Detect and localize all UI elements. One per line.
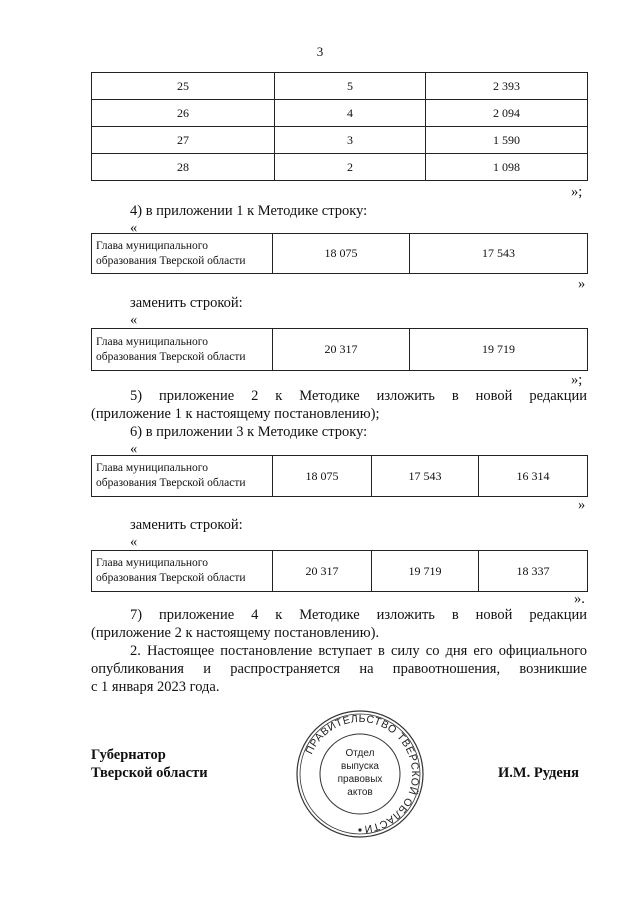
table-cell: 20 317 bbox=[273, 551, 372, 592]
table-row bbox=[92, 154, 588, 181]
table-cell: 2 094 bbox=[426, 100, 588, 127]
signatory-name: И.М. Руденя bbox=[498, 765, 580, 781]
label-line: Глава муниципального bbox=[96, 335, 208, 348]
old-row-table bbox=[91, 455, 588, 497]
old-row-table bbox=[91, 233, 588, 274]
row-label bbox=[92, 329, 273, 371]
top-table bbox=[91, 72, 588, 181]
item-7-line2: (приложение 2 к настоящему постановлению). bbox=[91, 625, 380, 641]
close-quote: » bbox=[578, 497, 586, 513]
row-label bbox=[92, 456, 273, 497]
table-cell: 19 719 bbox=[372, 551, 479, 592]
new-row-table bbox=[91, 328, 588, 371]
row-label bbox=[92, 551, 273, 592]
table-cell: 17 543 bbox=[372, 456, 479, 497]
row-label bbox=[92, 234, 273, 274]
stamp-center-line: выпуска bbox=[341, 761, 379, 772]
close-quote: ». bbox=[574, 591, 585, 607]
label-line: Глава муниципального bbox=[96, 239, 208, 252]
item-4-text: 4) в приложении 1 к Методике строку: bbox=[130, 203, 368, 219]
table-cell: 17 543 bbox=[410, 234, 588, 274]
table-row bbox=[92, 234, 588, 274]
stamp-center-line: Отдел bbox=[345, 748, 375, 759]
stamp-center-line: правовых bbox=[337, 774, 383, 785]
open-quote: « bbox=[130, 534, 138, 550]
stamp-ring-text: ПРАВИТЕЛЬСТВО ТВЕРСКОЙ ОБЛАСТИ bbox=[303, 712, 422, 835]
label-line: Глава муниципального bbox=[96, 557, 208, 569]
table-cell: 2 393 bbox=[426, 73, 588, 100]
replace-text: заменить строкой: bbox=[130, 517, 243, 533]
label-line: образования Тверской области bbox=[96, 254, 246, 267]
replace-text: заменить строкой: bbox=[130, 295, 243, 311]
item-5-line1: 5) приложение 2 к Методике изложить в новой редакции bbox=[130, 388, 587, 404]
table-cell: 2 bbox=[275, 154, 426, 181]
table-cell: 28 bbox=[92, 154, 275, 181]
close-quote: »; bbox=[571, 184, 583, 200]
official-stamp bbox=[294, 708, 426, 840]
table-row bbox=[92, 73, 588, 100]
table-cell: 4 bbox=[275, 100, 426, 127]
new-row-table bbox=[91, 550, 588, 592]
signatory-region: Тверской области bbox=[91, 765, 208, 781]
clause-2-line3: с 1 января 2023 года. bbox=[91, 679, 220, 695]
item-5-line2: (приложение 1 к настоящему постановлению); bbox=[91, 406, 380, 422]
label-line: образования Тверской области bbox=[96, 477, 246, 489]
clause-2-line1: 2. Настоящее постановление вступает в силу со дня его официального bbox=[130, 643, 587, 659]
table-cell: 27 bbox=[92, 127, 275, 154]
table-cell: 26 bbox=[92, 100, 275, 127]
label-line: образования Тверской области bbox=[96, 572, 246, 584]
item-6-text: 6) в приложении 3 к Методике строку: bbox=[130, 424, 368, 440]
table-cell: 1 590 bbox=[426, 127, 588, 154]
table-cell: 18 075 bbox=[273, 456, 372, 497]
table-cell: 25 bbox=[92, 73, 275, 100]
close-quote: » bbox=[578, 276, 586, 292]
stamp-dot bbox=[358, 828, 361, 831]
open-quote: « bbox=[130, 312, 138, 328]
signatory-title: Губернатор bbox=[91, 747, 166, 763]
open-quote: « bbox=[130, 441, 138, 457]
table-cell: 18 337 bbox=[479, 551, 588, 592]
stamp-center-line: актов bbox=[347, 787, 373, 798]
table-row bbox=[92, 329, 588, 371]
open-quote: « bbox=[130, 220, 138, 236]
table-cell: 20 317 bbox=[273, 329, 410, 371]
table-row bbox=[92, 127, 588, 154]
page-number: 3 bbox=[316, 44, 324, 59]
label-line: Глава муниципального bbox=[96, 462, 208, 474]
table-cell: 16 314 bbox=[479, 456, 588, 497]
table-cell: 19 719 bbox=[410, 329, 588, 371]
clause-2-line2: опубликования и распространяется на правоотношения, возникшие bbox=[91, 661, 587, 677]
table-row bbox=[92, 551, 588, 592]
table-cell: 5 bbox=[275, 73, 426, 100]
table-row bbox=[92, 456, 588, 497]
table-cell: 3 bbox=[275, 127, 426, 154]
item-7-line1: 7) приложение 4 к Методике изложить в новой редакции bbox=[130, 607, 587, 623]
table-cell: 1 098 bbox=[426, 154, 588, 181]
table-row bbox=[92, 100, 588, 127]
close-quote: »; bbox=[571, 372, 583, 388]
label-line: образования Тверской области bbox=[96, 350, 246, 363]
table-cell: 18 075 bbox=[273, 234, 410, 274]
